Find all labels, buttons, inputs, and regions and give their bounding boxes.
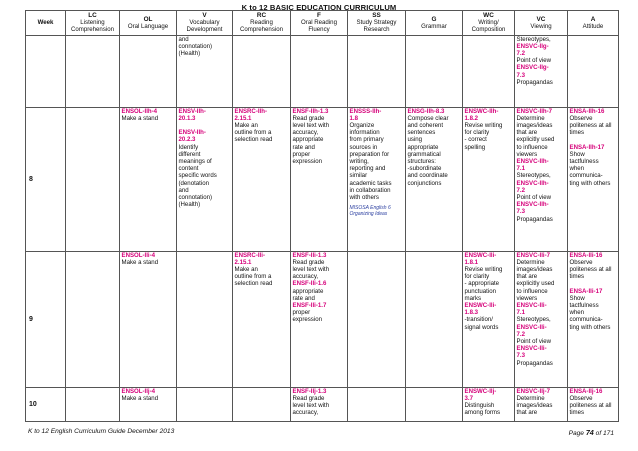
table-cell	[66, 387, 120, 421]
table-cell	[568, 107, 619, 251]
header-code: SS	[372, 12, 381, 19]
cell-text: specific words	[178, 172, 217, 180]
cell-text: marks	[464, 294, 482, 302]
table-cell	[177, 35, 233, 107]
cell-text: - correct	[464, 136, 487, 144]
competency-code: ENSV-IIh-	[178, 107, 206, 115]
cell-text: politeness at all	[569, 122, 612, 130]
table-row	[26, 35, 619, 107]
cell-text: conjunctions	[407, 179, 442, 187]
competency-code: 3.7	[464, 394, 473, 402]
cell-text: explicitly used	[516, 136, 555, 144]
cell-text: appropriate	[292, 287, 324, 295]
table-cell	[406, 251, 463, 387]
cell-text: accuracy,	[292, 129, 319, 137]
cell-text: Determine	[516, 394, 545, 402]
cell-text: similar	[349, 172, 368, 180]
competency-code: 20.1.3	[178, 114, 196, 122]
cell-text: that are	[516, 129, 538, 137]
competency-code: ENSVC-IIj-7	[516, 387, 551, 395]
header-name: Writing/ Composition	[471, 19, 506, 34]
cell-text: tactfulness	[569, 158, 599, 166]
competency-code: ENSG-IIh-8.3	[407, 107, 445, 115]
header-name: Study Strategy Research	[356, 19, 397, 34]
competency-code: ENSRC-IIi-	[234, 251, 265, 259]
cell-text: proper	[292, 150, 311, 158]
cell-text: signal words	[464, 323, 499, 331]
header-rc	[233, 11, 291, 36]
cell-text: connotation)	[178, 194, 213, 202]
table-cell	[406, 35, 463, 107]
cell-text: Show	[569, 294, 585, 302]
cell-text: sources in	[349, 143, 378, 151]
footer-guide-title: K to 12 English Curriculum Guide December 2013	[28, 428, 175, 435]
page-label: Page	[568, 430, 584, 437]
cell-text: images/ideas	[516, 122, 553, 130]
competency-code: 1.8	[349, 114, 358, 122]
header-code: V	[202, 12, 207, 19]
cell-text	[179, 122, 231, 129]
competency-code: ENSF-IIi-1.7	[292, 302, 327, 310]
cell-text: Propagandas	[516, 359, 553, 367]
cell-text	[570, 280, 617, 287]
cell-text: connotation)	[178, 42, 213, 50]
header-vc	[515, 11, 568, 36]
cell-text: level text with	[292, 402, 330, 410]
cell-text: images/ideas	[516, 266, 553, 274]
cell-text: accuracy,	[292, 273, 319, 281]
competency-code: 7.2	[516, 186, 525, 194]
week-cell: 10	[26, 387, 66, 421]
table-cell	[463, 107, 515, 251]
competency-code: ENSA-IIi-16	[569, 251, 603, 259]
table-cell	[120, 251, 177, 387]
cell-text: Observe	[569, 258, 593, 266]
competency-code: ENSOL-IIh-4	[121, 107, 158, 115]
cell-text: and	[178, 35, 189, 43]
header-ss	[348, 11, 406, 36]
competency-code: ENSWC-IIj-	[464, 387, 497, 395]
cell-text: Make a stand	[121, 258, 159, 266]
cell-text: rate and	[292, 294, 315, 302]
header-code: LC	[88, 12, 97, 19]
cell-text: level text with	[292, 122, 330, 130]
cell-text: and coherent	[407, 122, 444, 130]
header-code: RC	[256, 12, 267, 19]
table-row	[26, 107, 619, 251]
competency-code: ENSVC-IIi-	[516, 302, 547, 310]
week-cell: 9	[26, 251, 66, 387]
table-cell	[120, 107, 177, 251]
competency-code: ENSVC-IIi-	[516, 323, 547, 331]
competency-code: ENSF-IIi-1.3	[292, 251, 327, 259]
cell-text: outline from a	[234, 129, 272, 137]
competency-code: ENSA-IIh-17	[569, 143, 605, 151]
cell-text: Make a stand	[121, 114, 159, 122]
competency-code: ENSA-IIh-16	[569, 107, 605, 115]
cell-text: rate and	[292, 143, 315, 151]
cell-text: times	[569, 129, 585, 137]
cell-text: Determine	[516, 114, 545, 122]
header-wc	[463, 11, 515, 36]
cell-text: that are	[516, 273, 538, 281]
cell-text: selection read	[234, 136, 273, 144]
header-name: Grammar	[421, 22, 447, 30]
cell-text: in collaboration	[349, 186, 391, 194]
curriculum-table	[25, 10, 619, 422]
table-cell	[177, 107, 233, 251]
cell-text: that are	[516, 409, 538, 417]
table-cell	[515, 251, 568, 387]
cell-text: times	[569, 273, 585, 281]
cell-text: Read grade	[292, 258, 325, 266]
table-row	[26, 387, 619, 421]
competency-code: ENSVC-IIi-	[516, 345, 547, 353]
cell-text: among forms	[464, 409, 501, 417]
cell-text: when	[569, 309, 585, 317]
cell-text: from primary	[349, 136, 384, 144]
table-cell	[177, 251, 233, 387]
competency-code: ENSWC-IIi-	[464, 251, 497, 259]
competency-code: 7.3	[516, 208, 525, 216]
cell-text: level text with	[292, 266, 330, 274]
header-name: Oral Language	[127, 22, 169, 30]
competency-code: ENSA-IIi-17	[569, 287, 603, 295]
cell-text: Read grade	[292, 114, 325, 122]
cell-text: Observe	[569, 114, 593, 122]
cell-text: structures:	[407, 158, 436, 166]
competency-code: 2.15.1	[234, 114, 252, 122]
cell-text: Stereotypes,	[516, 172, 551, 180]
table-cell	[515, 107, 568, 251]
competency-code: ENSVC-IIg-	[516, 42, 549, 50]
cell-text: to influence	[516, 287, 548, 295]
table-cell	[66, 107, 120, 251]
competency-code: ENSOL-IIi-4	[121, 251, 156, 259]
competency-code: ENSRC-IIh-	[234, 107, 267, 115]
table-cell	[568, 35, 619, 107]
cell-text: to influence	[516, 143, 548, 151]
table-row	[26, 251, 619, 387]
cell-text: Determine	[516, 258, 545, 266]
cell-text: -transition/	[464, 316, 493, 324]
cell-text: punctuation	[464, 287, 497, 295]
cell-text: and coordinate	[407, 172, 448, 180]
week-cell	[26, 35, 66, 107]
header-g	[406, 11, 463, 36]
page-current: 74	[585, 428, 594, 437]
header-week: Week	[26, 11, 66, 36]
table-cell	[406, 387, 463, 421]
cell-text: appropriate	[407, 143, 439, 151]
cell-text: writing,	[349, 158, 369, 166]
cell-text: meanings of	[178, 158, 212, 166]
document-title: K to 12 BASIC EDUCATION CURRICULUM	[241, 3, 397, 12]
cell-text: Propagandas	[516, 78, 553, 86]
header-ol	[120, 11, 177, 36]
cell-text: - appropriate	[464, 280, 500, 288]
cell-text: viewers	[516, 294, 538, 302]
table-cell	[348, 387, 406, 421]
table-cell	[568, 251, 619, 387]
cell-text: reporting and	[349, 165, 386, 173]
cell-text: different	[178, 150, 201, 158]
cell-text: Organize	[349, 122, 375, 130]
cell-text: politeness at all	[569, 266, 612, 274]
table-cell	[177, 387, 233, 421]
cell-text	[570, 136, 617, 143]
cell-text: Make a stand	[121, 394, 159, 402]
table-cell	[120, 35, 177, 107]
cell-text: viewers	[516, 150, 538, 158]
cell-text: Point of view	[516, 194, 552, 202]
table-cell	[406, 107, 463, 251]
competency-code: 7.3	[516, 352, 525, 360]
cell-text: communica-	[569, 316, 603, 324]
header-name: Viewing	[530, 22, 552, 30]
header-code: F	[317, 12, 321, 19]
competency-code: ENSOL-IIj-4	[121, 387, 156, 395]
table-cell	[291, 387, 348, 421]
table-body	[26, 35, 619, 421]
competency-code: 20.2.3	[178, 136, 196, 144]
table-cell	[233, 35, 291, 107]
week-cell: 8	[26, 107, 66, 251]
table-cell	[463, 35, 515, 107]
header-code: WC	[483, 12, 494, 19]
header-a	[568, 11, 619, 36]
table-cell	[66, 251, 120, 387]
competency-code: ENSA-IIj-16	[569, 387, 603, 395]
table-cell	[463, 387, 515, 421]
cell-text: Point of view	[516, 338, 552, 346]
table-cell	[291, 35, 348, 107]
header-name: Listening Comprehension	[70, 19, 115, 34]
competency-code: ENSF-IIj-1.3	[292, 387, 327, 395]
cell-text: and	[178, 186, 189, 194]
cell-text: academic tasks	[349, 179, 392, 187]
cell-text: Stereotypes,	[516, 316, 551, 324]
cell-text: Read grade	[292, 394, 325, 402]
table-cell	[348, 251, 406, 387]
cell-text: information	[349, 129, 380, 137]
competency-code: ENSF-IIh-1.3	[292, 107, 329, 115]
competency-code: ENSWC-IIh-	[464, 107, 499, 115]
cell-text: Distinguish	[464, 402, 495, 410]
header-code: VC	[536, 15, 546, 23]
competency-code: ENSVC-IIh-	[516, 179, 549, 187]
footer-page-number	[569, 428, 614, 437]
header-v	[177, 11, 233, 36]
cell-text: Make an	[234, 122, 258, 130]
cell-text: communica-	[569, 172, 603, 180]
competency-code: 7.1	[516, 309, 525, 317]
cell-text: sentences	[407, 129, 436, 137]
cell-text: explicitly used	[516, 280, 555, 288]
cell-text: (Health)	[178, 50, 201, 58]
competency-code: ENSV-IIh-	[178, 129, 206, 137]
header-f	[291, 11, 348, 36]
cell-text: Revise writing	[464, 266, 503, 274]
cell-text: expression	[292, 158, 322, 166]
table-cell	[120, 387, 177, 421]
competency-code: 7.1	[516, 165, 525, 173]
table-cell	[291, 251, 348, 387]
competency-code: ENSF-IIi-1.6	[292, 280, 327, 288]
cell-text: times	[569, 409, 585, 417]
header-lc	[66, 11, 120, 36]
cell-text: selection read	[234, 280, 273, 288]
header-name: Reading Comprehension	[239, 19, 284, 34]
competency-code: 2.15.1	[234, 258, 252, 266]
cell-text: politeness at all	[569, 402, 612, 410]
table-cell	[515, 387, 568, 421]
cell-text: ting with others	[569, 323, 611, 331]
header-row	[26, 11, 619, 36]
competency-code: ENSVC-IIh-	[516, 158, 549, 166]
competency-code: 7.2	[516, 50, 525, 58]
cell-text: proper	[292, 309, 311, 317]
cell-text: accuracy,	[292, 409, 319, 417]
competency-code: 1.8.1	[464, 258, 479, 266]
header-code: A	[590, 15, 596, 23]
competency-code: ENSVC-IIh-	[516, 201, 549, 209]
cell-text: for clarity	[464, 273, 490, 281]
cell-text: grammatical	[407, 150, 441, 158]
table-cell	[568, 387, 619, 421]
cell-text: Make an	[234, 266, 258, 274]
competency-code: ENSVC-IIh-7	[516, 107, 553, 115]
cell-text: Observe	[569, 394, 593, 402]
cell-text: Compose clear	[407, 114, 449, 122]
cell-text: Revise writing	[464, 122, 503, 130]
cell-text: for clarity	[464, 129, 490, 137]
cell-text: Stereotypes,	[516, 35, 551, 43]
cell-text: expression	[292, 316, 322, 324]
header-name: Vocabulary Development	[186, 19, 223, 34]
table-cell	[515, 35, 568, 107]
cell-text: content	[178, 165, 199, 173]
competency-code: ENSSS-IIh-	[349, 107, 382, 115]
cell-text: outline from a	[234, 273, 272, 281]
cell-text: ting with others	[569, 179, 611, 187]
cell-text: (Health)	[178, 201, 201, 209]
table-cell	[348, 35, 406, 107]
table-cell	[291, 107, 348, 251]
header-code: G	[431, 15, 437, 23]
reference-note: MISOSA English 6 Organizing Ideas	[349, 205, 391, 218]
table-cell	[66, 35, 120, 107]
table-cell	[463, 251, 515, 387]
competency-code: ENSVC-IIg-	[516, 64, 549, 72]
competency-code: 1.8.2	[464, 114, 479, 122]
cell-text: Show	[569, 150, 585, 158]
competency-code: 1.8.3	[464, 309, 479, 317]
cell-text: Propagandas	[516, 215, 553, 223]
table-cell	[233, 251, 291, 387]
cell-text: with others	[349, 194, 379, 202]
competency-code: 7.3	[516, 71, 525, 79]
table-cell	[348, 107, 406, 251]
table-cell	[233, 107, 291, 251]
cell-text: preparation for	[349, 150, 390, 158]
cell-text: (denotation	[178, 179, 209, 187]
cell-text: spelling	[464, 143, 486, 151]
cell-text: -subordinate	[407, 165, 442, 173]
cell-text: when	[569, 165, 585, 173]
cell-text: Identify	[178, 143, 199, 151]
cell-text: images/ideas	[516, 402, 553, 410]
header-code: OL	[143, 15, 153, 23]
competency-code: 7.2	[516, 330, 525, 338]
competency-code: ENSVC-IIi-7	[516, 251, 551, 259]
competency-code: ENSWC-IIi-	[464, 302, 497, 310]
header-name: Oral Reading Fluency	[301, 19, 337, 34]
cell-text: appropriate	[292, 136, 324, 144]
header-name: Attitude	[582, 22, 604, 30]
cell-text: using	[407, 136, 423, 144]
page-total: of 171	[595, 430, 614, 437]
cell-text: Point of view	[516, 57, 552, 65]
table-cell	[233, 387, 291, 421]
cell-text: tactfulness	[569, 302, 599, 310]
